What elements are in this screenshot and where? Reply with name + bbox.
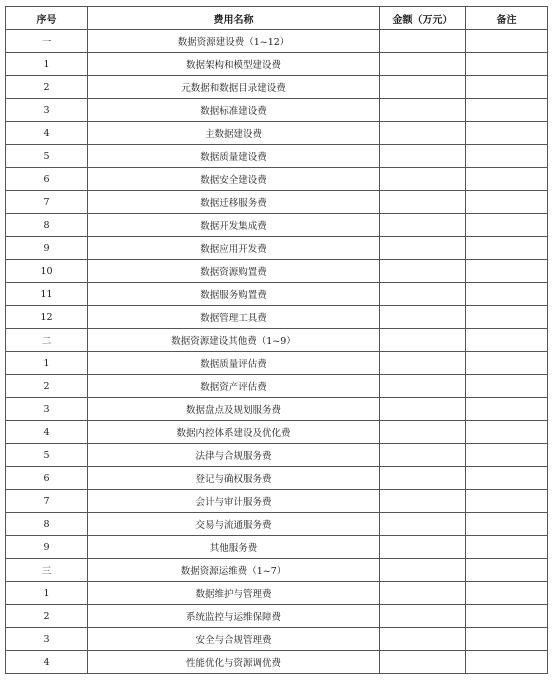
cell-amount-input[interactable] — [380, 76, 466, 99]
cost-table — [5, 6, 548, 674]
cell-amount-input[interactable] — [380, 536, 466, 559]
cell-name: 数据质量评估费 — [88, 352, 380, 375]
cell-no: 1 — [6, 582, 88, 605]
cell-note-input[interactable] — [466, 76, 548, 99]
cell-name: 数据标准建设费 — [88, 99, 380, 122]
cell-no: 9 — [6, 237, 88, 260]
cell-name: 数据管理工具费 — [88, 306, 380, 329]
cell-note-input[interactable] — [466, 329, 548, 352]
cell-name: 数据资产评估费 — [88, 375, 380, 398]
cell-name: 数据架构和模型建设费 — [88, 53, 380, 76]
cell-name: 会计与审计服务费 — [88, 490, 380, 513]
cell-name: 数据迁移服务费 — [88, 191, 380, 214]
header-amount: 金额（万元） — [380, 7, 466, 30]
cell-amount-input[interactable] — [380, 145, 466, 168]
table-row — [6, 214, 548, 237]
cell-note-input[interactable] — [466, 30, 548, 53]
table-row — [6, 306, 548, 329]
cell-name: 数据开发集成费 — [88, 214, 380, 237]
cell-name: 数据资源建设其他费（1~9） — [88, 329, 380, 352]
table-body — [6, 30, 548, 674]
table-group-row — [6, 559, 548, 582]
cell-amount-input[interactable] — [380, 605, 466, 628]
cell-no: 6 — [6, 467, 88, 490]
cell-amount-input[interactable] — [380, 122, 466, 145]
cell-note-input[interactable] — [466, 283, 548, 306]
cell-note-input[interactable] — [466, 306, 548, 329]
cell-note-input[interactable] — [466, 559, 548, 582]
table-group-row — [6, 329, 548, 352]
cell-amount-input[interactable] — [380, 398, 466, 421]
cell-no: 4 — [6, 651, 88, 674]
table-header — [6, 7, 548, 30]
cell-note-input[interactable] — [466, 352, 548, 375]
cell-no: 4 — [6, 421, 88, 444]
cell-name: 登记与确权服务费 — [88, 467, 380, 490]
cell-note-input[interactable] — [466, 605, 548, 628]
header-no: 序号 — [6, 7, 88, 30]
cell-no: 7 — [6, 490, 88, 513]
cell-note-input[interactable] — [466, 513, 548, 536]
cell-amount-input[interactable] — [380, 375, 466, 398]
cell-name: 交易与流通服务费 — [88, 513, 380, 536]
cell-name: 元数据和数据目录建设费 — [88, 76, 380, 99]
cell-no: 9 — [6, 536, 88, 559]
cell-name: 数据应用开发费 — [88, 237, 380, 260]
cell-no: 4 — [6, 122, 88, 145]
cell-name: 安全与合规管理费 — [88, 628, 380, 651]
cell-no: 5 — [6, 145, 88, 168]
cell-amount-input[interactable] — [380, 352, 466, 375]
table-row — [6, 99, 548, 122]
cell-no: 3 — [6, 628, 88, 651]
cell-note-input[interactable] — [466, 421, 548, 444]
cell-name: 数据内控体系建设及优化费 — [88, 421, 380, 444]
cell-amount-input[interactable] — [380, 191, 466, 214]
table-row — [6, 513, 548, 536]
table-row — [6, 651, 548, 674]
cell-no: 三 — [6, 559, 88, 582]
cell-no: 5 — [6, 444, 88, 467]
cell-amount-input[interactable] — [380, 421, 466, 444]
cell-amount-input[interactable] — [380, 329, 466, 352]
cell-note-input[interactable] — [466, 168, 548, 191]
cell-name: 系统监控与运维保障费 — [88, 605, 380, 628]
cell-amount-input[interactable] — [380, 513, 466, 536]
cell-name: 法律与合规服务费 — [88, 444, 380, 467]
cell-amount-input[interactable] — [380, 283, 466, 306]
cell-name: 主数据建设费 — [88, 122, 380, 145]
cell-amount-input[interactable] — [380, 30, 466, 53]
table-row — [6, 352, 548, 375]
table-row — [6, 421, 548, 444]
cell-name: 其他服务费 — [88, 536, 380, 559]
cell-note-input[interactable] — [466, 53, 548, 76]
cell-no: 3 — [6, 99, 88, 122]
cell-amount-input[interactable] — [380, 53, 466, 76]
table-row — [6, 375, 548, 398]
cell-note-input[interactable] — [466, 628, 548, 651]
table-row — [6, 467, 548, 490]
cell-no: 1 — [6, 352, 88, 375]
cell-no: 二 — [6, 329, 88, 352]
table-row — [6, 536, 548, 559]
cell-amount-input[interactable] — [380, 582, 466, 605]
cell-no: 8 — [6, 513, 88, 536]
cell-name: 数据维护与管理费 — [88, 582, 380, 605]
cell-name: 数据服务购置费 — [88, 283, 380, 306]
cell-note-input[interactable] — [466, 214, 548, 237]
cell-note-input[interactable] — [466, 260, 548, 283]
cell-amount-input[interactable] — [380, 651, 466, 674]
header-row — [6, 7, 548, 30]
table-row — [6, 76, 548, 99]
cell-amount-input[interactable] — [380, 168, 466, 191]
cell-no: 11 — [6, 283, 88, 306]
cell-amount-input[interactable] — [380, 559, 466, 582]
cell-amount-input[interactable] — [380, 490, 466, 513]
cell-note-input[interactable] — [466, 375, 548, 398]
table-row — [6, 628, 548, 651]
cell-amount-input[interactable] — [380, 306, 466, 329]
table-row — [6, 605, 548, 628]
cell-no: 2 — [6, 375, 88, 398]
table-row — [6, 398, 548, 421]
cell-note-input[interactable] — [466, 651, 548, 674]
cell-name: 数据资源建设费（1~12） — [88, 30, 380, 53]
cell-amount-input[interactable] — [380, 467, 466, 490]
header-name: 费用名称 — [88, 7, 380, 30]
cell-name: 性能优化与资源调优费 — [88, 651, 380, 674]
cell-note-input[interactable] — [466, 398, 548, 421]
cell-note-input[interactable] — [466, 582, 548, 605]
table-row — [6, 283, 548, 306]
cell-amount-input[interactable] — [380, 99, 466, 122]
cell-amount-input[interactable] — [380, 260, 466, 283]
cell-no: 一 — [6, 30, 88, 53]
cell-no: 2 — [6, 76, 88, 99]
cell-no: 8 — [6, 214, 88, 237]
cell-note-input[interactable] — [466, 536, 548, 559]
cell-no: 10 — [6, 260, 88, 283]
cell-no: 12 — [6, 306, 88, 329]
cell-name: 数据质量建设费 — [88, 145, 380, 168]
cell-no: 1 — [6, 53, 88, 76]
cell-amount-input[interactable] — [380, 444, 466, 467]
cell-note-input[interactable] — [466, 145, 548, 168]
table-row — [6, 122, 548, 145]
table-row — [6, 168, 548, 191]
table-row — [6, 191, 548, 214]
cell-no: 2 — [6, 605, 88, 628]
cell-name: 数据资源运维费（1~7） — [88, 559, 380, 582]
cell-note-input[interactable] — [466, 490, 548, 513]
cell-amount-input[interactable] — [380, 237, 466, 260]
table-group-row — [6, 30, 548, 53]
cell-name: 数据资源购置费 — [88, 260, 380, 283]
cell-note-input[interactable] — [466, 237, 548, 260]
table-row — [6, 490, 548, 513]
cell-no: 6 — [6, 168, 88, 191]
header-note: 备注 — [466, 7, 548, 30]
table-row — [6, 145, 548, 168]
cell-note-input[interactable] — [466, 444, 548, 467]
cell-note-input[interactable] — [466, 99, 548, 122]
cell-amount-input[interactable] — [380, 214, 466, 237]
cell-no: 7 — [6, 191, 88, 214]
table-row — [6, 444, 548, 467]
cell-name: 数据安全建设费 — [88, 168, 380, 191]
cell-name: 数据盘点及规划服务费 — [88, 398, 380, 421]
table-row — [6, 260, 548, 283]
cell-amount-input[interactable] — [380, 628, 466, 651]
table-row — [6, 237, 548, 260]
cell-note-input[interactable] — [466, 467, 548, 490]
cell-note-input[interactable] — [466, 191, 548, 214]
table-row — [6, 582, 548, 605]
cost-table-sheet — [5, 6, 547, 674]
cell-no: 3 — [6, 398, 88, 421]
table-row — [6, 53, 548, 76]
cell-note-input[interactable] — [466, 122, 548, 145]
